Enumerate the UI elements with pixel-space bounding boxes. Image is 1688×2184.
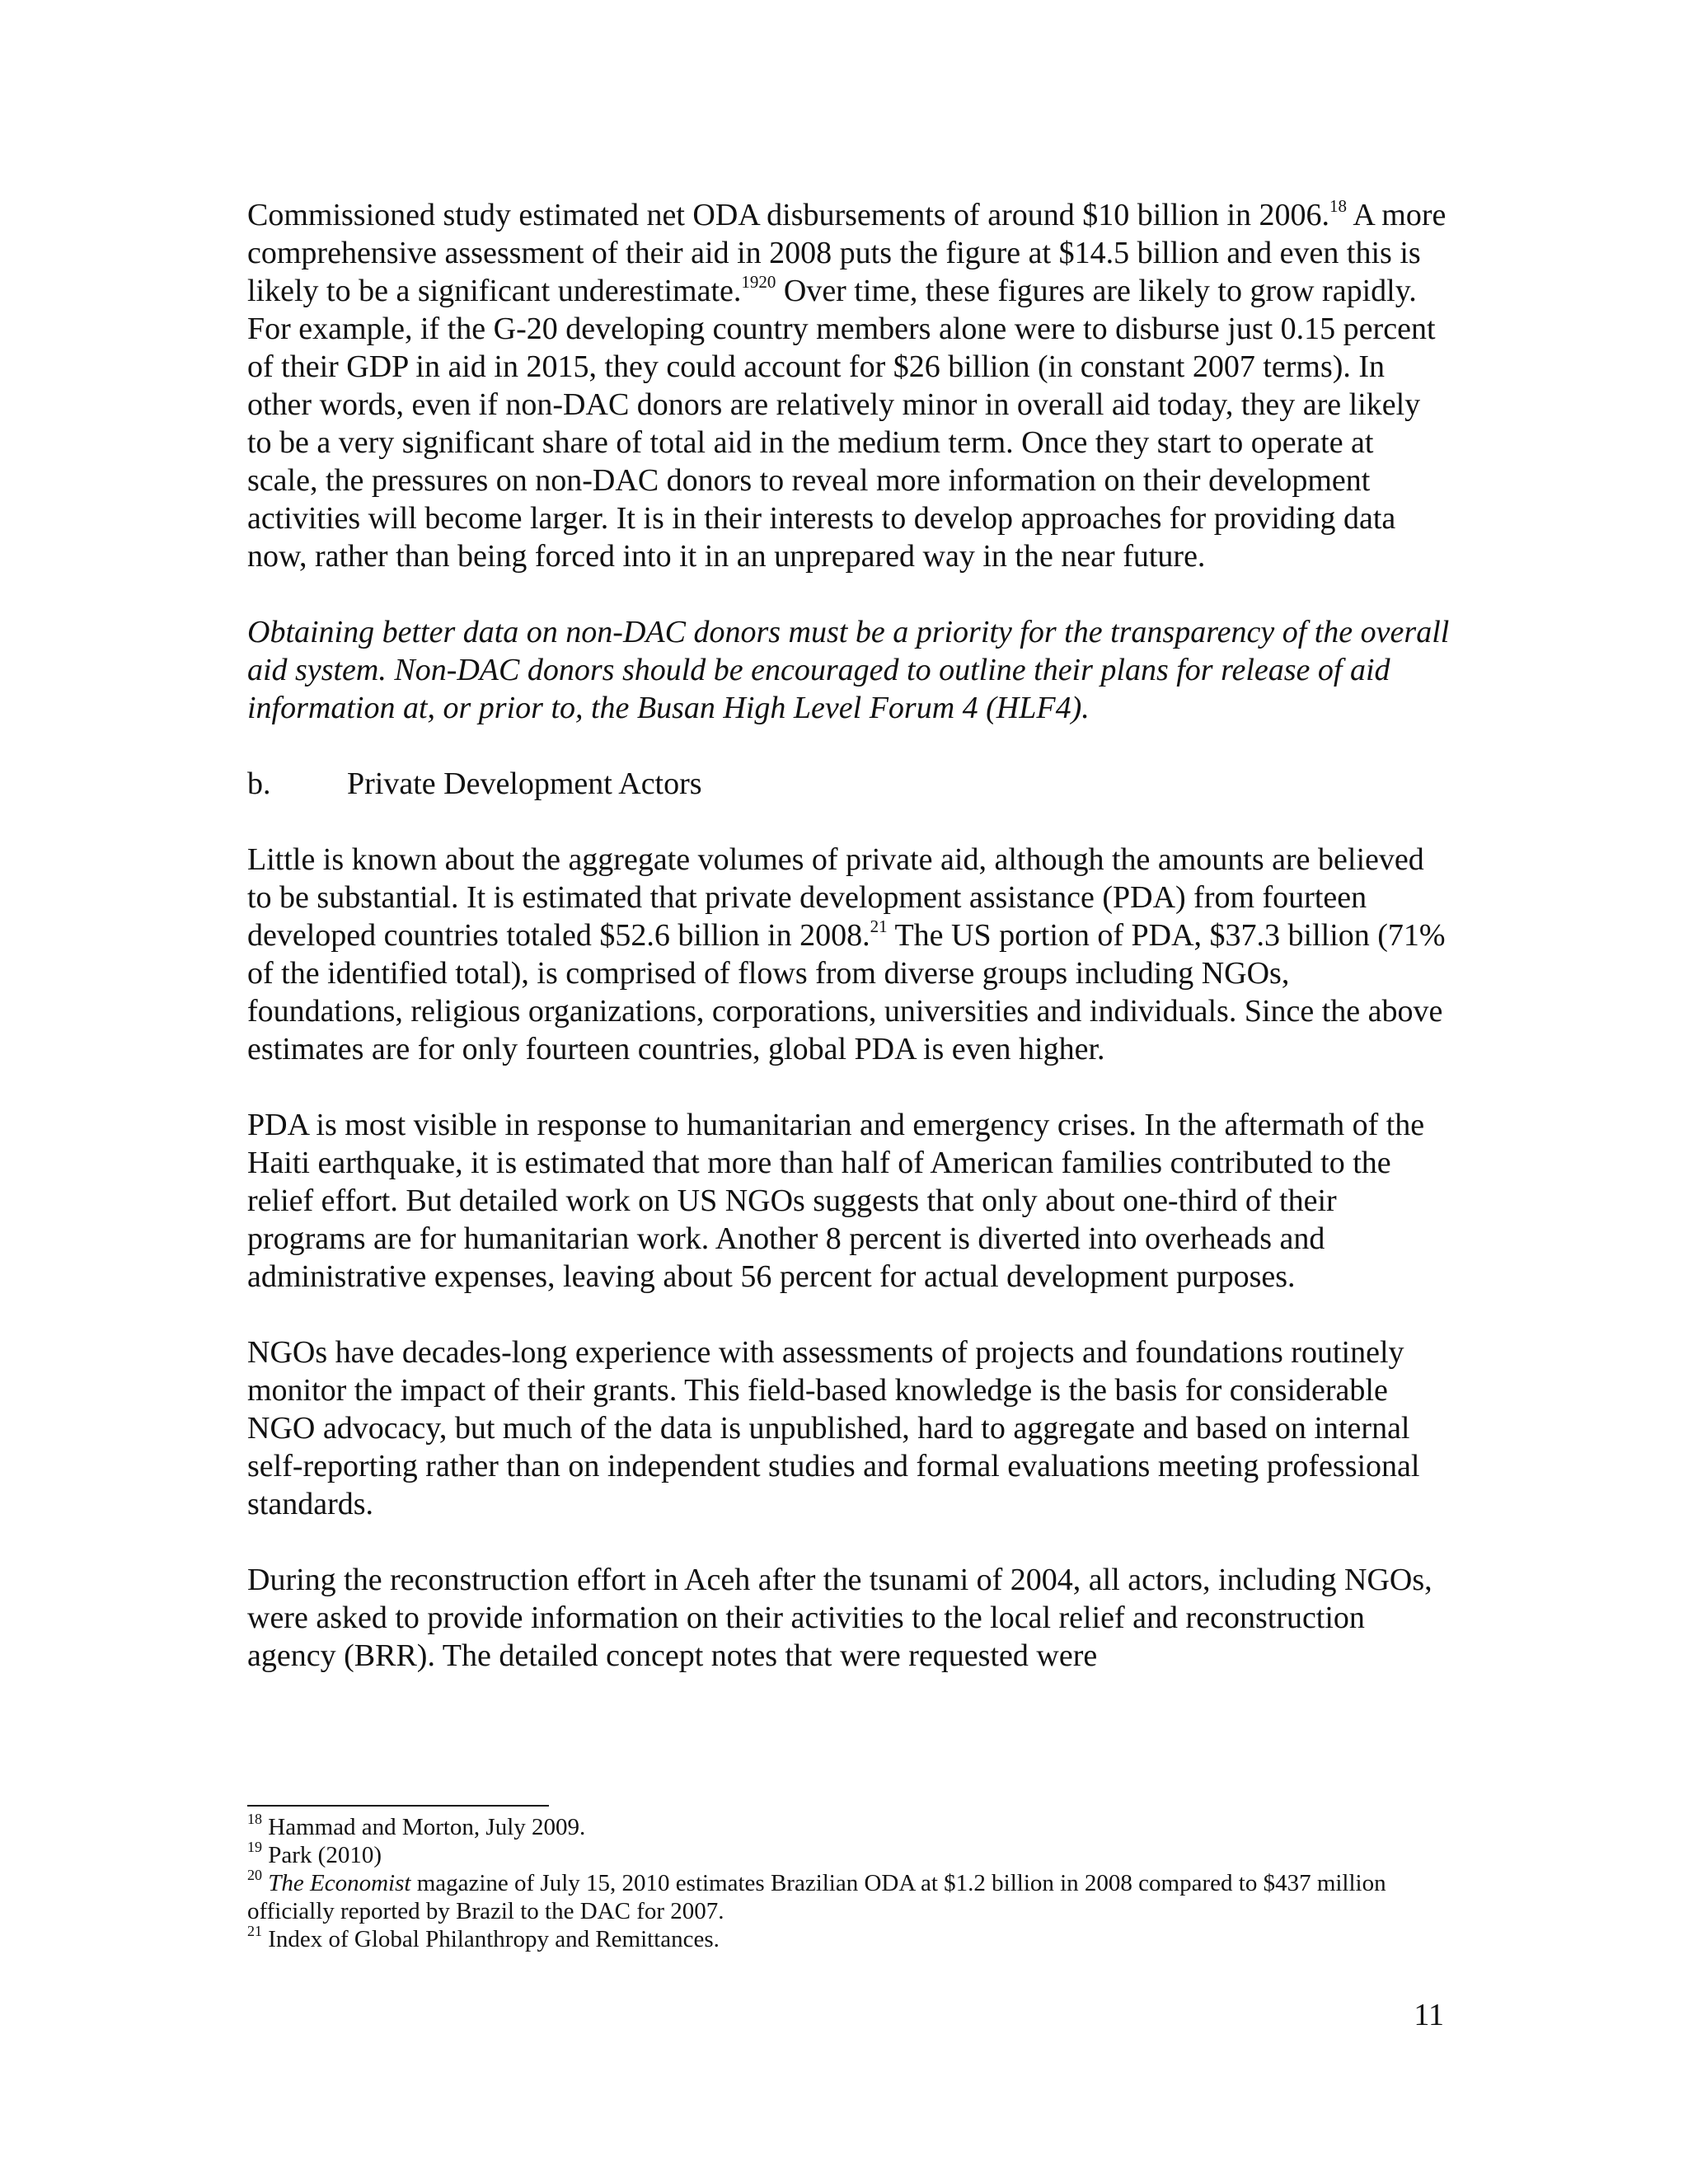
footnotes-section	[247, 1805, 1451, 1953]
footnote-divider	[247, 1805, 549, 1807]
footnote-ref-18[interactable]: 18	[1329, 196, 1348, 217]
paragraph-text: A more comprehensive assessment of their aid in 2008 puts the figure at $14.5 billion and even this is likely to be a significant underestimate.	[247, 198, 1447, 308]
footnote-text: Park (2010)	[262, 1842, 382, 1868]
footnote-number: 21	[247, 1923, 262, 1940]
footnote-text: Index of Global Philanthropy and Remittances.	[262, 1926, 720, 1952]
paragraph-recommendation: Obtaining better data on non-DAC donors must be a priority for the transparency of the overall aid system. Non-DAC donors should be encouraged to outline their plans for release of aid information at, or prior to, the Busan High Level Forum 4 (HLF4).	[247, 615, 1450, 725]
footnote-21	[247, 1925, 1451, 1953]
paragraph-pda-humanitarian: PDA is most visible in response to humanitarian and emergency crises. In the aftermath of the Haiti earthquake, it is estimated that more than half of American families contributed to the relief effort. But detailed work on US NGOs suggests that only about one-third of their programs are for humanitarian work. Another 8 percent is diverted into overheads and administrative expenses, leaving about 56 percent for actual development purposes.	[247, 1108, 1425, 1294]
paragraph-ngo-assessments: NGOs have decades-long experience with assessments of projects and foundations routinely monitor the impact of their grants. This field-based knowledge is the basis for considerable NGO advocacy, but much of the data is unpublished, hard to aggregate and based on internal self-reporting rather than on independent studies and formal evaluations meeting professional standards.	[247, 1335, 1420, 1521]
document-body	[247, 196, 1451, 1713]
footnote-number: 19	[247, 1839, 262, 1856]
paragraph-text: Little is known about the aggregate volumes of private aid, although the amounts are believed to be substantial. It is estimated that private development assistance (PDA) from fourteen developed countries totaled $52.6 billion in 2008.	[247, 842, 1424, 953]
paragraph-text: The US portion of PDA, $37.3 billion (71% of the identified total), is comprised of flows from diverse groups including NGOs, foundations, religious organizations, corporations, universities and individuals. Since the above estimates are for only fourteen countries, global PDA is even higher.	[247, 918, 1446, 1066]
section-title: Private Development Actors	[347, 766, 702, 801]
footnote-number: 20	[247, 1867, 262, 1884]
footnote-publication-title: The Economist	[268, 1870, 411, 1896]
footnote-text: Hammad and Morton, July 2009.	[262, 1814, 586, 1840]
footnote-text: magazine of July 15, 2010 estimates Brazilian ODA at $1.2 billion in 2008 compared to $437 million officially reported by Brazil to the DAC for 2007.	[247, 1870, 1386, 1924]
footnote-20	[247, 1869, 1451, 1925]
paragraph-private-aid	[247, 841, 1451, 1068]
footnote-number: 18	[247, 1811, 262, 1828]
footnote-19	[247, 1841, 1451, 1869]
paragraph-text: Commissioned study estimated net ODA disbursements of around $10 billion in 2006.	[247, 198, 1330, 232]
footnote-ref-21[interactable]: 21	[870, 916, 888, 937]
section-heading	[247, 765, 1451, 803]
footnote-18	[247, 1813, 1451, 1841]
section-number: b.	[247, 766, 271, 801]
paragraph-text: Over time, these figures are likely to grow rapidly. For example, if the G-20 developing country members alone were to disburse just 0.15 percent of their GDP in aid in 2015, they could account for $26 billion (in constant 2007 terms). In other words, even if non-DAC donors are relatively minor in overall aid today, they are likely to be a very significant share of total aid in the medium term. Once they start to operate at scale, the pressures on non-DAC donors to reveal more information on their development activities will become larger. It is in their interests to develop approaches for providing data now, rather than being forced into it in an unprepared way in the near future.	[247, 274, 1436, 574]
page-number: 11	[1414, 1998, 1444, 2032]
paragraph-non-dac-estimates	[247, 196, 1451, 575]
paragraph-aceh-reconstruction: During the reconstruction effort in Aceh after the tsunami of 2004, all actors, including NGOs, were asked to provide information on their activities to the local relief and reconstruction agency (BRR). The detailed concept notes that were requested were	[247, 1563, 1432, 1673]
footnote-ref-19-20[interactable]: 1920	[741, 272, 776, 293]
